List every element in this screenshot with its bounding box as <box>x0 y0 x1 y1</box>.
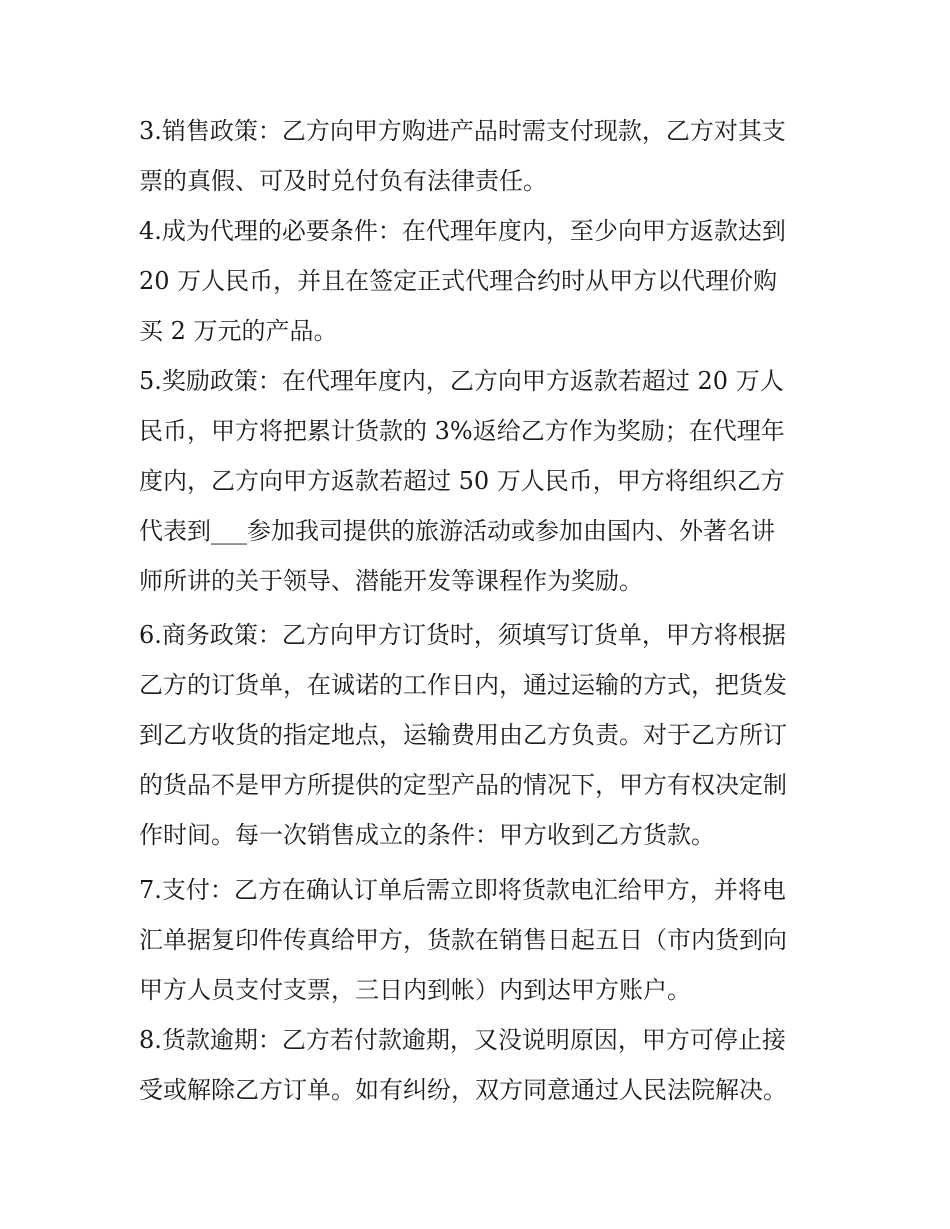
clause-6-line-2: 乙方的订货单，在诚诺的工作日内，通过运输的方式，把货发 <box>139 671 787 699</box>
clause-5-line-1: 5.奖励政策：在代理年度内，乙方向甲方返款若超过 20 万人 <box>139 367 784 395</box>
clause-8-line-1: 8.货款逾期：乙方若付款逾期，又没说明原因，甲方可停止接 <box>139 1026 786 1054</box>
clause-6-line-5: 作时间。每一次销售成立的条件：甲方收到乙方货款。 <box>139 821 715 849</box>
clause-4-line-2: 20 万人民币，并且在签定正式代理合约时从甲方以代理价购 <box>139 267 778 295</box>
clause-5-line-3: 度内，乙方向甲方返款若超过 50 万人民币，甲方将组织乙方 <box>139 467 785 495</box>
clause-3-line-1: 3.销售政策：乙方向甲方购进产品时需支付现款，乙方对其支 <box>139 117 786 145</box>
clause-6-line-3: 到乙方收货的指定地点，运输费用由乙方负责。对于乙方所订 <box>139 721 787 749</box>
clause-6-line-1: 6.商务政策：乙方向甲方订货时，须填写订货单，甲方将根据 <box>139 621 786 649</box>
clause-5-line-2: 民币，甲方将把累计货款的 3%返给乙方作为奖励；在代理年 <box>139 417 785 445</box>
clause-7-line-3: 甲方人员支付支票，三日内到帐）内到达甲方账户。 <box>139 976 691 1004</box>
clause-5-line-4: 代表到___参加我司提供的旅游活动或参加由国内、外著名讲 <box>139 517 775 545</box>
clause-4-line-1: 4.成为代理的必要条件：在代理年度内，至少向甲方返款达到 <box>139 217 786 245</box>
clause-6-line-4: 的货品不是甲方所提供的定型产品的情况下，甲方有权决定制 <box>139 771 787 799</box>
clause-7-line-1: 7.支付：乙方在确认订单后需立即将货款电汇给甲方，并将电 <box>139 876 786 904</box>
clause-8-line-2: 受或解除乙方订单。如有纠纷，双方同意通过人民法院解决。 <box>139 1076 787 1104</box>
clause-3-line-2: 票的真假、可及时兑付负有法律责任。 <box>139 167 547 195</box>
clause-4-line-3: 买 2 万元的产品。 <box>139 317 338 345</box>
clause-7-line-2: 汇单据复印件传真给甲方，货款在销售日起五日（市内货到向 <box>139 926 787 954</box>
clause-5-line-5: 师所讲的关于领导、潜能开发等课程作为奖励。 <box>139 567 643 595</box>
